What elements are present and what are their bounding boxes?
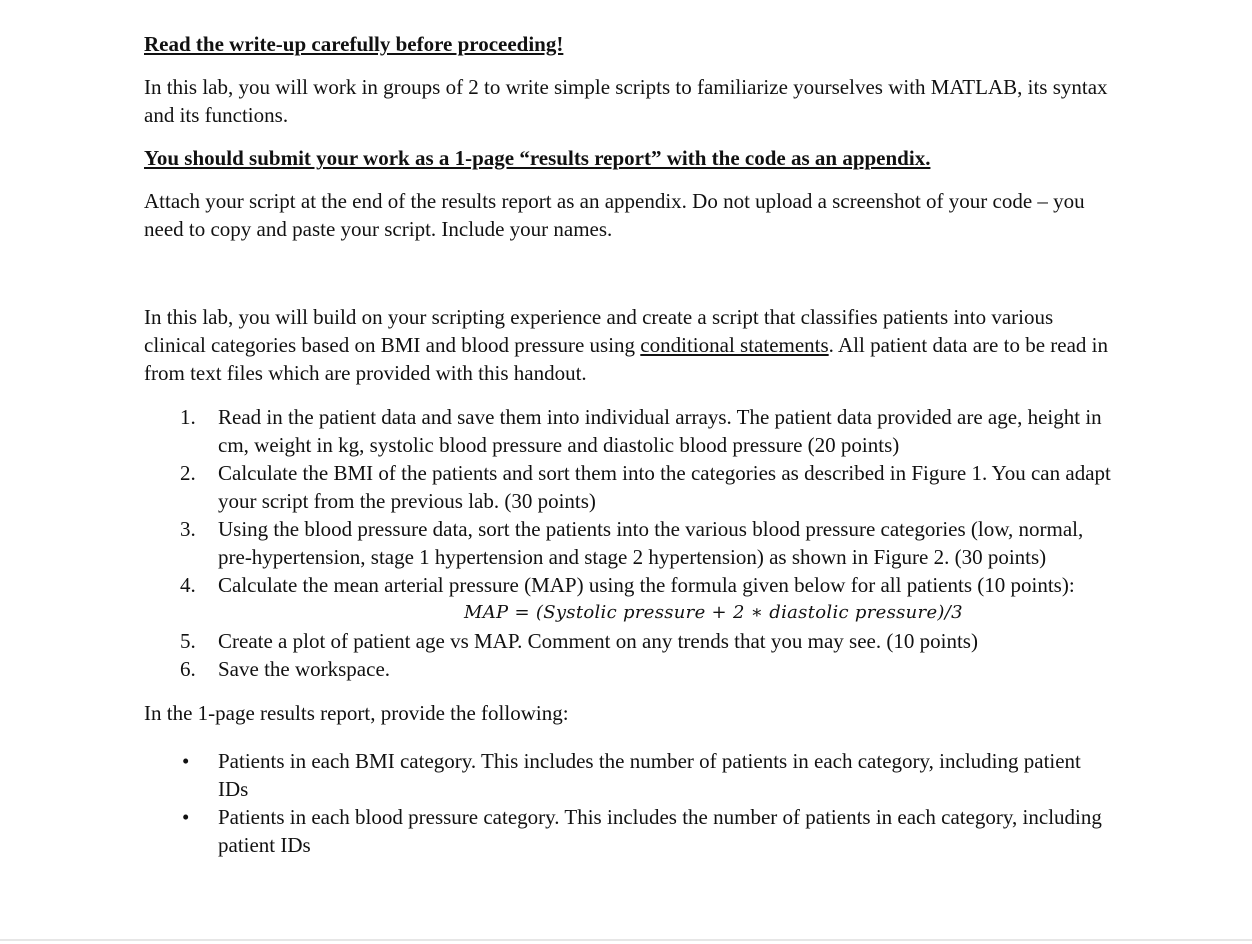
instructions-heading: Read the write-up carefully before proceeding! <box>144 32 564 56</box>
document-page <box>144 30 1116 859</box>
lab-description-text-end: . All patient data are to be read in from text files which are provided with this handout. <box>144 333 1108 385</box>
attach-paragraph: Attach your script at the end of the results report as an appendix. Do not upload a screenshot of your code – you need to copy and paste your script. Include your names. <box>144 189 1085 241</box>
list-item <box>144 655 1116 683</box>
lab-description-text: In this lab, you will build on your scripting experience and create a script that classifies patients into various clinical categories based on BMI and blood pressure using <box>144 305 1054 357</box>
step-text: Calculate the BMI of the patients and sort them into the categories as described in Figure 1. You can adapt your script from the previous lab. (30 points) <box>218 461 1111 513</box>
list-item <box>144 747 1116 803</box>
step-number: 5. <box>180 629 196 653</box>
list-item <box>144 515 1116 571</box>
page-bottom-divider <box>0 939 1252 941</box>
step-number: 6. <box>180 657 196 681</box>
step-number: 3. <box>180 517 196 541</box>
list-item <box>144 803 1116 859</box>
lab-description-paragraph <box>144 303 1116 387</box>
steps-list <box>144 403 1116 683</box>
step-text: Create a plot of patient age vs MAP. Comment on any trends that you may see. (10 points) <box>218 629 978 653</box>
step-text: Calculate the mean arterial pressure (MAP) using the formula given below for all patients (10 points): <box>218 573 1075 597</box>
bullet-icon: • <box>182 749 190 773</box>
list-item <box>144 403 1116 459</box>
intro-paragraph: In this lab, you will work in groups of 2 to write simple scripts to familiarize yourselves with MATLAB, its syntax and its functions. <box>144 75 1108 127</box>
list-item <box>144 627 1116 655</box>
report-item-text: Patients in each BMI category. This includes the number of patients in each category, including patient IDs <box>218 749 1081 801</box>
step-text: Read in the patient data and save them into individual arrays. The patient data provided are age, height in cm, weight in kg, systolic blood pressure and diastolic blood pressure (20 points) <box>218 405 1102 457</box>
list-item <box>144 459 1116 515</box>
conditional-statements-term: conditional statements <box>640 333 829 357</box>
report-intro: In the 1-page results report, provide the following: <box>144 701 569 725</box>
step-number: 1. <box>180 405 196 429</box>
submission-heading: You should submit your work as a 1-page “results report” with the code as an appendix. <box>144 146 931 170</box>
step-text: Save the workspace. <box>218 657 391 681</box>
step-number: 2. <box>180 461 196 485</box>
step-text: Using the blood pressure data, sort the patients into the various blood pressure categories (low, normal, pre-hypertension, stage 1 hypertension and stage 2 hypertension) as shown in Figure 2. (30 points) <box>218 517 1084 569</box>
step-number: 4. <box>180 573 196 597</box>
report-item-text: Patients in each blood pressure category. This includes the number of patients in each category, including patient IDs <box>218 805 1102 857</box>
report-items-list <box>144 747 1116 859</box>
list-item <box>144 571 1116 627</box>
bullet-icon: • <box>182 805 190 829</box>
map-formula: MAP = (Systolic pressure + 2 ∗ diastolic pressure)/3 <box>464 602 963 623</box>
